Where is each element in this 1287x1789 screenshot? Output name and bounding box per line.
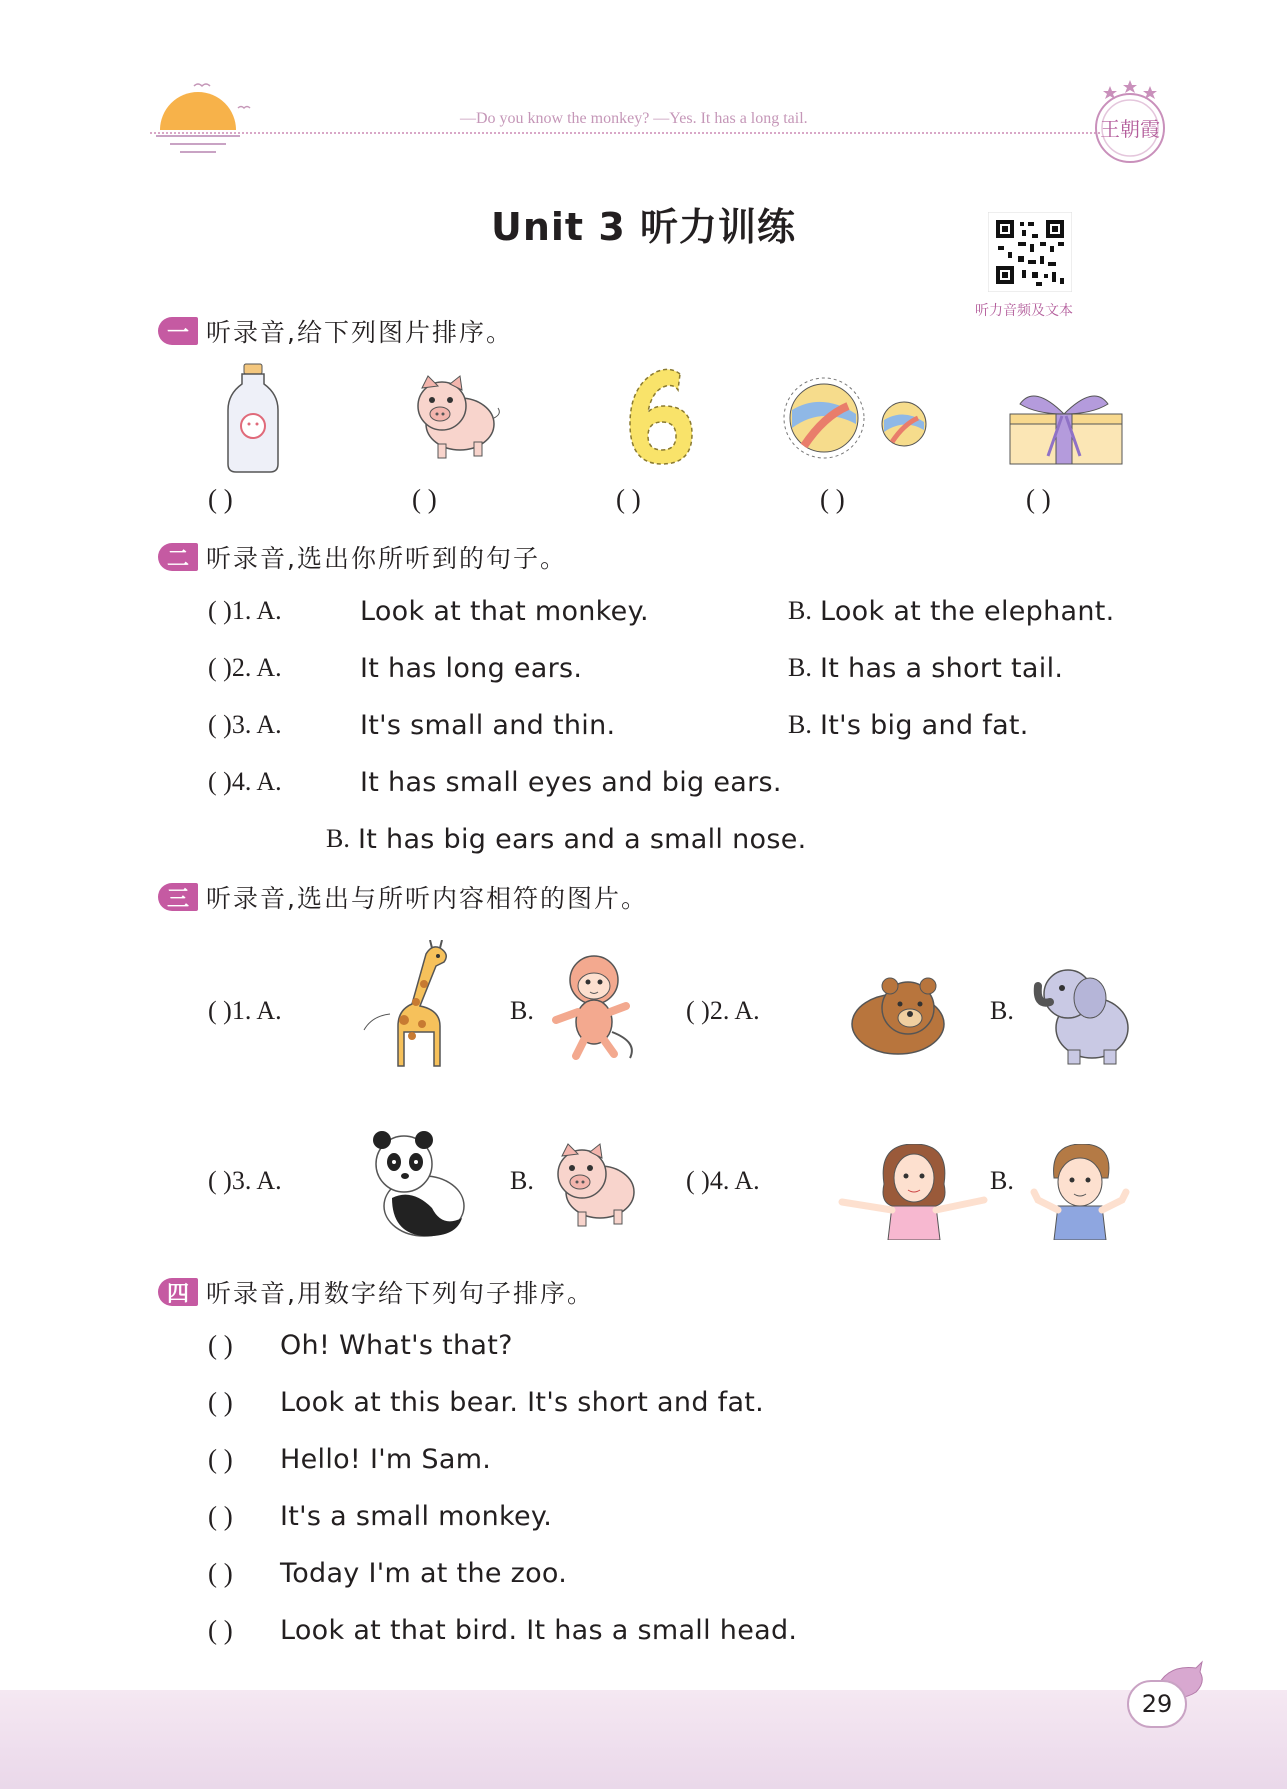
answer-blank[interactable]: ( ) <box>412 484 437 514</box>
answer-blank[interactable]: ( ) <box>208 1558 233 1588</box>
section-3-title: 听录音,选出与所听内容相符的图片。 <box>206 884 648 913</box>
boy-image[interactable] <box>1030 1144 1130 1240</box>
answer-blank[interactable]: ( ) <box>208 1501 233 1531</box>
option-b-label: B. <box>788 653 812 682</box>
option-a[interactable]: It has long ears. <box>360 653 583 684</box>
option-b[interactable]: Look at the elephant. <box>820 596 1115 627</box>
sentence-text: Hello! I'm Sam. <box>280 1444 492 1475</box>
bear-image[interactable] <box>848 972 948 1056</box>
qr-code-icon[interactable] <box>988 212 1072 292</box>
option-b-label: B. <box>788 596 812 625</box>
option-b[interactable]: It has a short tail. <box>820 653 1064 684</box>
option-a[interactable]: It's small and thin. <box>360 710 616 741</box>
list-item <box>208 1615 797 1646</box>
option-b-label: B. <box>990 996 1014 1025</box>
monkey-image[interactable] <box>550 952 640 1060</box>
qr-caption: 听力音频及文本 <box>975 303 1073 319</box>
answer-blank[interactable]: ( ) <box>208 1330 233 1360</box>
question-prefix: ( )4. A. <box>208 767 282 796</box>
balls-image <box>782 376 930 464</box>
section-4-badge: 四 <box>158 1278 198 1306</box>
sentence-text: Today I'm at the zoo. <box>280 1558 568 1589</box>
option-a[interactable]: Look at that monkey. <box>360 596 649 627</box>
list-item <box>208 1558 567 1589</box>
question-prefix: ( )4. A. <box>686 1166 760 1195</box>
sentence-text: It's a small monkey. <box>280 1501 553 1532</box>
gift-box-image <box>1006 384 1128 466</box>
list-item <box>208 1330 513 1361</box>
section-1-heading <box>158 314 513 348</box>
answer-blank[interactable]: ( ) <box>820 484 845 514</box>
footer-band <box>0 1690 1287 1789</box>
page-number: 29 <box>1127 1680 1187 1728</box>
option-b-label: B. <box>510 996 534 1025</box>
section-3-badge: 三 <box>158 883 198 911</box>
header-divider <box>150 132 1100 134</box>
question-prefix: ( )1. A. <box>208 996 282 1025</box>
answer-blank[interactable]: ( ) <box>208 1387 233 1417</box>
giraffe-image[interactable] <box>356 940 462 1068</box>
page-title: Unit 3 听力训练 <box>491 205 796 249</box>
section-4-title: 听录音,用数字给下列句子排序。 <box>206 1279 594 1308</box>
section-2-title: 听录音,选出你所听到的句子。 <box>206 544 567 573</box>
answer-blank[interactable]: ( ) <box>616 484 641 514</box>
girl-image[interactable] <box>838 1144 988 1240</box>
section-1-badge: 一 <box>158 317 198 345</box>
pig-image <box>408 370 504 462</box>
pig-image[interactable] <box>548 1138 644 1230</box>
sentence-text: Look at that bird. It has a small head. <box>280 1615 798 1646</box>
answer-blank[interactable]: ( ) <box>208 1444 233 1474</box>
question-prefix: ( )3. A. <box>208 710 282 739</box>
option-b-label: B. <box>510 1166 534 1195</box>
option-b-label: B. <box>788 710 812 739</box>
header-motto: —Do you know the monkey? —Yes. It has a long tail. <box>460 110 808 127</box>
list-item <box>208 1387 764 1418</box>
section-2-heading <box>158 540 567 574</box>
number-six-image <box>622 364 700 468</box>
section-1-title: 听录音,给下列图片排序。 <box>206 318 513 347</box>
option-b[interactable]: It's big and fat. <box>820 710 1029 741</box>
elephant-image[interactable] <box>1028 958 1132 1068</box>
question-prefix: ( )2. A. <box>208 653 282 682</box>
question-prefix: ( )1. A. <box>208 596 282 625</box>
option-b[interactable]: It has big ears and a small nose. <box>358 824 807 855</box>
answer-blank[interactable]: ( ) <box>208 484 233 514</box>
sentence-text: Look at this bear. It's short and fat. <box>280 1387 765 1418</box>
option-a[interactable]: It has small eyes and big ears. <box>360 767 782 798</box>
question-prefix: ( )3. A. <box>208 1166 282 1195</box>
bottle-image <box>224 362 282 474</box>
svg-text:王朝霞: 王朝霞 <box>1100 117 1160 141</box>
sentence-text: Oh! What's that? <box>280 1330 513 1361</box>
panda-image[interactable] <box>362 1128 472 1240</box>
option-b-label: B. <box>990 1166 1014 1195</box>
list-item <box>208 1444 491 1475</box>
option-b-label: B. <box>326 824 350 853</box>
section-4-heading <box>158 1275 594 1309</box>
section-2-badge: 二 <box>158 543 198 571</box>
sun-logo-icon <box>150 78 260 158</box>
answer-blank[interactable]: ( ) <box>1026 484 1051 514</box>
brand-seal-icon <box>1085 76 1175 168</box>
list-item <box>208 1501 552 1532</box>
answer-blank[interactable]: ( ) <box>208 1615 233 1645</box>
section-3-heading <box>158 880 648 914</box>
question-prefix: ( )2. A. <box>686 996 760 1025</box>
